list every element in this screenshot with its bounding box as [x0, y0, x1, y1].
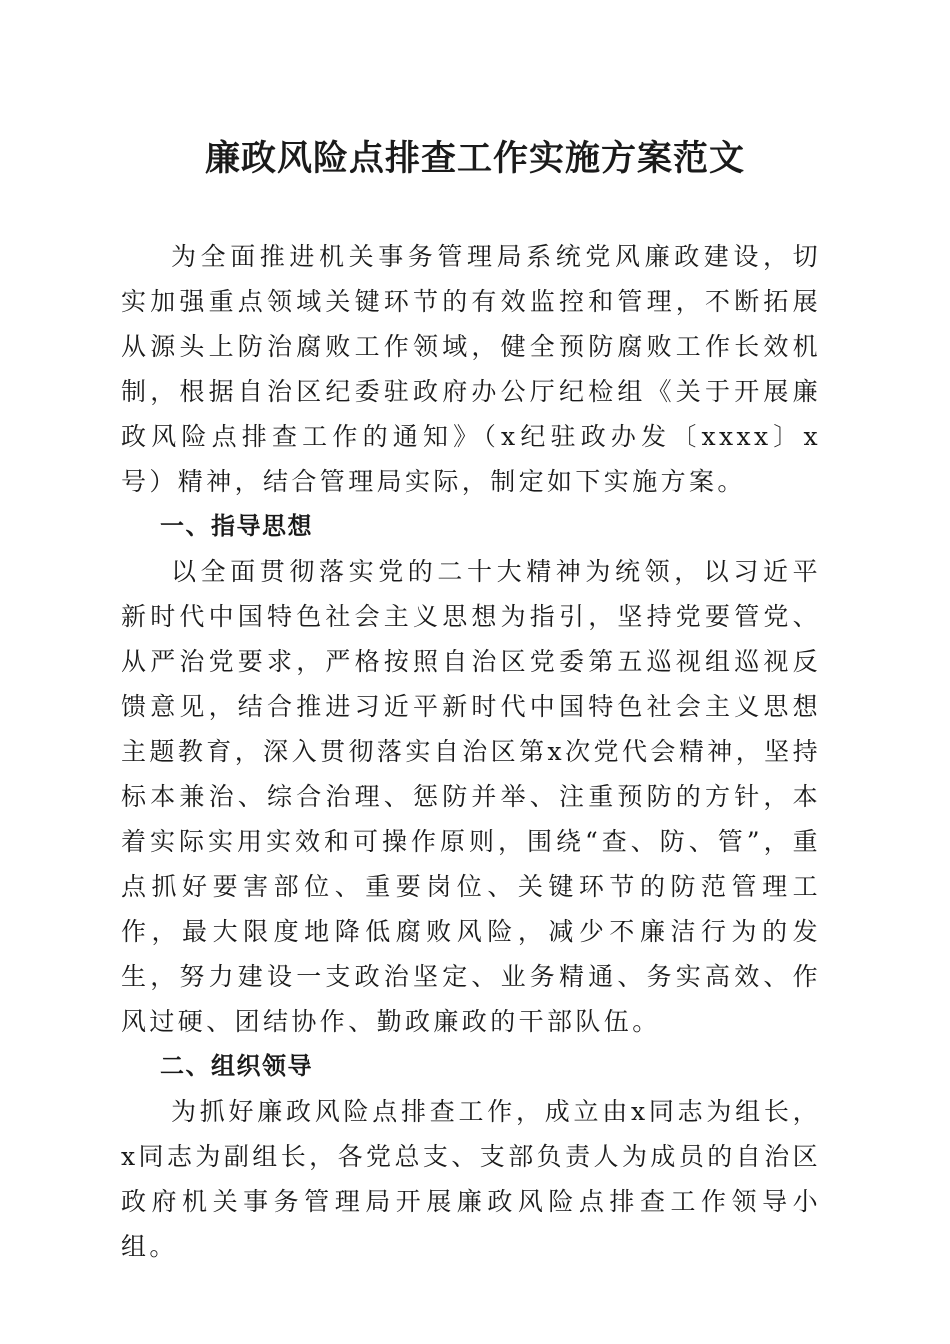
intro-paragraph: 为全面推进机关事务管理局系统党风廉政建设，切实加强重点领域关键环节的有效监控和管理，不断拓展从源头上防治腐败工作领域，健全预防腐败工作长效机制，根据自治区纪委驻政府办公厅纪检组《关于开展廉政风险点排查工作的通知》（x纪驻政办发〔xxxx〕x号）精神，结合管理局实际，制定如下实施方案。 [121, 242, 821, 496]
section-heading-guiding-ideology: 一、指导思想 [160, 512, 313, 540]
section-heading-organization-leadership: 二、组织领导 [160, 1052, 313, 1080]
section-paragraph-organization-leadership: 为抓好廉政风险点排查工作，成立由x同志为组长，x同志为副组长，各党总支、支部负责人为成员的自治区政府机关事务管理局开展廉政风险点排查工作领导小组。 [121, 1097, 821, 1261]
section-paragraph-guiding-ideology: 以全面贯彻落实党的二十大精神为统领，以习近平新时代中国特色社会主义思想为指引，坚持党要管党、从严治党要求，严格按照自治区党委第五巡视组巡视反馈意见，结合推进习近平新时代中国特色社会主义思想主题教育，深入贯彻落实自治区第x次党代会精神，坚持标本兼治、综合治理、惩防并举、注重预防的方针，本着实际实用实效和可操作原则，围绕“查、防、管”，重点抓好要害部位、重要岗位、关键环节的防范管理工作，最大限度地降低腐败风险，减少不廉洁行为的发生，努力建设一支政治坚定、业务精通、务实高效、作风过硬、团结协作、勤政廉政的干部队伍。 [121, 557, 821, 1036]
document-body [121, 234, 821, 1269]
document-title: 廉政风险点排查工作实施方案范文 [204, 138, 745, 179]
